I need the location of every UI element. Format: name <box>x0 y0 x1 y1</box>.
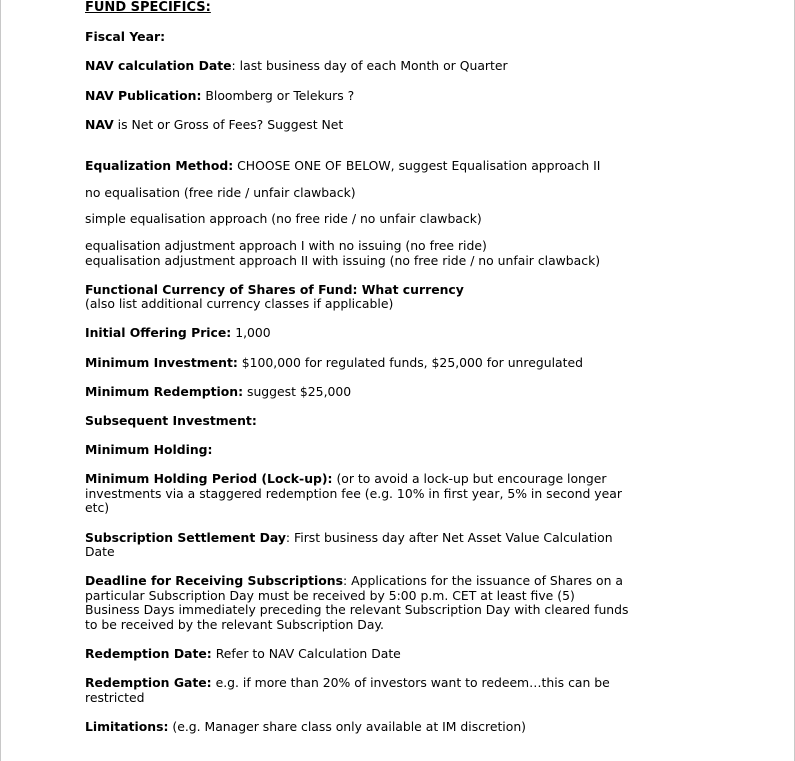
nav-publication-value: Bloomberg or Telekurs ? <box>201 88 355 103</box>
initial-offering-value: 1,000 <box>231 325 271 340</box>
nav-publication-row <box>85 89 645 104</box>
redemption-date-label: Redemption Date: <box>85 646 212 661</box>
fiscal-year-label: Fiscal Year: <box>85 29 166 44</box>
limitations-value: (e.g. Manager share class only available at IM discretion) <box>168 719 527 734</box>
min-holding-period-text: etc) <box>85 500 110 515</box>
redemption-gate-row <box>85 676 645 691</box>
min-holding-period-label: Minimum Holding Period (Lock-up): <box>85 471 333 486</box>
equalization-option: simple equalisation approach (no free ride / no unfair clawback) <box>85 211 482 226</box>
min-redemption-label: Minimum Redemption: <box>85 384 244 399</box>
initial-offering-row <box>85 326 645 341</box>
equalization-option: equalisation adjustment approach II with issuing (no free ride / no unfair clawback) <box>85 253 601 268</box>
equalization-label: Equalization Method: <box>85 158 234 173</box>
initial-offering-label: Initial Offering Price: <box>85 325 232 340</box>
sub-settlement-row <box>85 531 645 546</box>
redemption-date-row <box>85 647 645 662</box>
subsequent-investment-row <box>85 414 645 429</box>
limitations-row <box>85 720 645 735</box>
nav-fees-row <box>85 118 645 133</box>
functional-currency-note: (also list additional currency classes if applicable) <box>85 296 394 311</box>
nav-fees-label: NAV <box>85 117 114 132</box>
nav-calc-date-row <box>85 59 645 74</box>
min-redemption-row <box>85 385 645 400</box>
min-investment-value: $100,000 for regulated funds, $25,000 for unregulated <box>237 355 583 370</box>
section-heading: FUND SPECIFICS: <box>85 0 211 15</box>
sub-settlement-label: Subscription Settlement Day <box>85 530 286 545</box>
min-holding-label: Minimum Holding: <box>85 442 213 457</box>
min-holding-period-row <box>85 472 645 487</box>
min-holding-period-text: (or to avoid a lock-up but encourage longer <box>332 471 607 486</box>
equalization-option: no equalisation (free ride / unfair clawback) <box>85 185 356 200</box>
deadline-text: to be received by the relevant Subscription Day. <box>85 617 384 632</box>
redemption-gate-label: Redemption Gate: <box>85 675 212 690</box>
deadline-text: particular Subscription Day must be received by 5:00 p.m. CET at least five (5) <box>85 588 575 603</box>
deadline-text: Business Days immediately preceding the relevant Subscription Day with cleared funds <box>85 602 629 617</box>
min-investment-label: Minimum Investment: <box>85 355 238 370</box>
nav-calc-date-label: NAV calculation Date <box>85 58 232 73</box>
limitations-label: Limitations: <box>85 719 169 734</box>
min-investment-row <box>85 356 645 371</box>
equalization-value: CHOOSE ONE OF BELOW, suggest Equalisation approach II <box>233 158 601 173</box>
equalization-row <box>85 159 645 174</box>
nav-calc-date-value: : last business day of each Month or Quarter <box>231 58 508 73</box>
fiscal-year-row <box>85 30 645 45</box>
sub-settlement-text: Date <box>85 544 115 559</box>
redemption-gate-text: restricted <box>85 690 145 705</box>
redemption-date-value: Refer to NAV Calculation Date <box>211 646 401 661</box>
sub-settlement-text: : First business day after Net Asset Value Calculation <box>285 530 613 545</box>
subsequent-investment-label: Subsequent Investment: <box>85 413 257 428</box>
min-redemption-value: suggest $25,000 <box>243 384 352 399</box>
nav-publication-label: NAV Publication: <box>85 88 202 103</box>
functional-currency-label: Functional Currency of Shares of Fund: What currency <box>85 282 464 297</box>
min-holding-row <box>85 443 645 458</box>
deadline-row <box>85 574 645 589</box>
redemption-gate-text: e.g. if more than 20% of investors want to redeem…this can be <box>211 675 610 690</box>
deadline-text: : Applications for the issuance of Shares on a <box>343 573 624 588</box>
nav-fees-value: is Net or Gross of Fees? Suggest Net <box>113 117 344 132</box>
equalization-option: equalisation adjustment approach I with no issuing (no free ride) <box>85 238 487 253</box>
deadline-label: Deadline for Receiving Subscriptions <box>85 573 343 588</box>
min-holding-period-text: investments via a staggered redemption fee (e.g. 10% in first year, 5% in second year <box>85 486 622 501</box>
